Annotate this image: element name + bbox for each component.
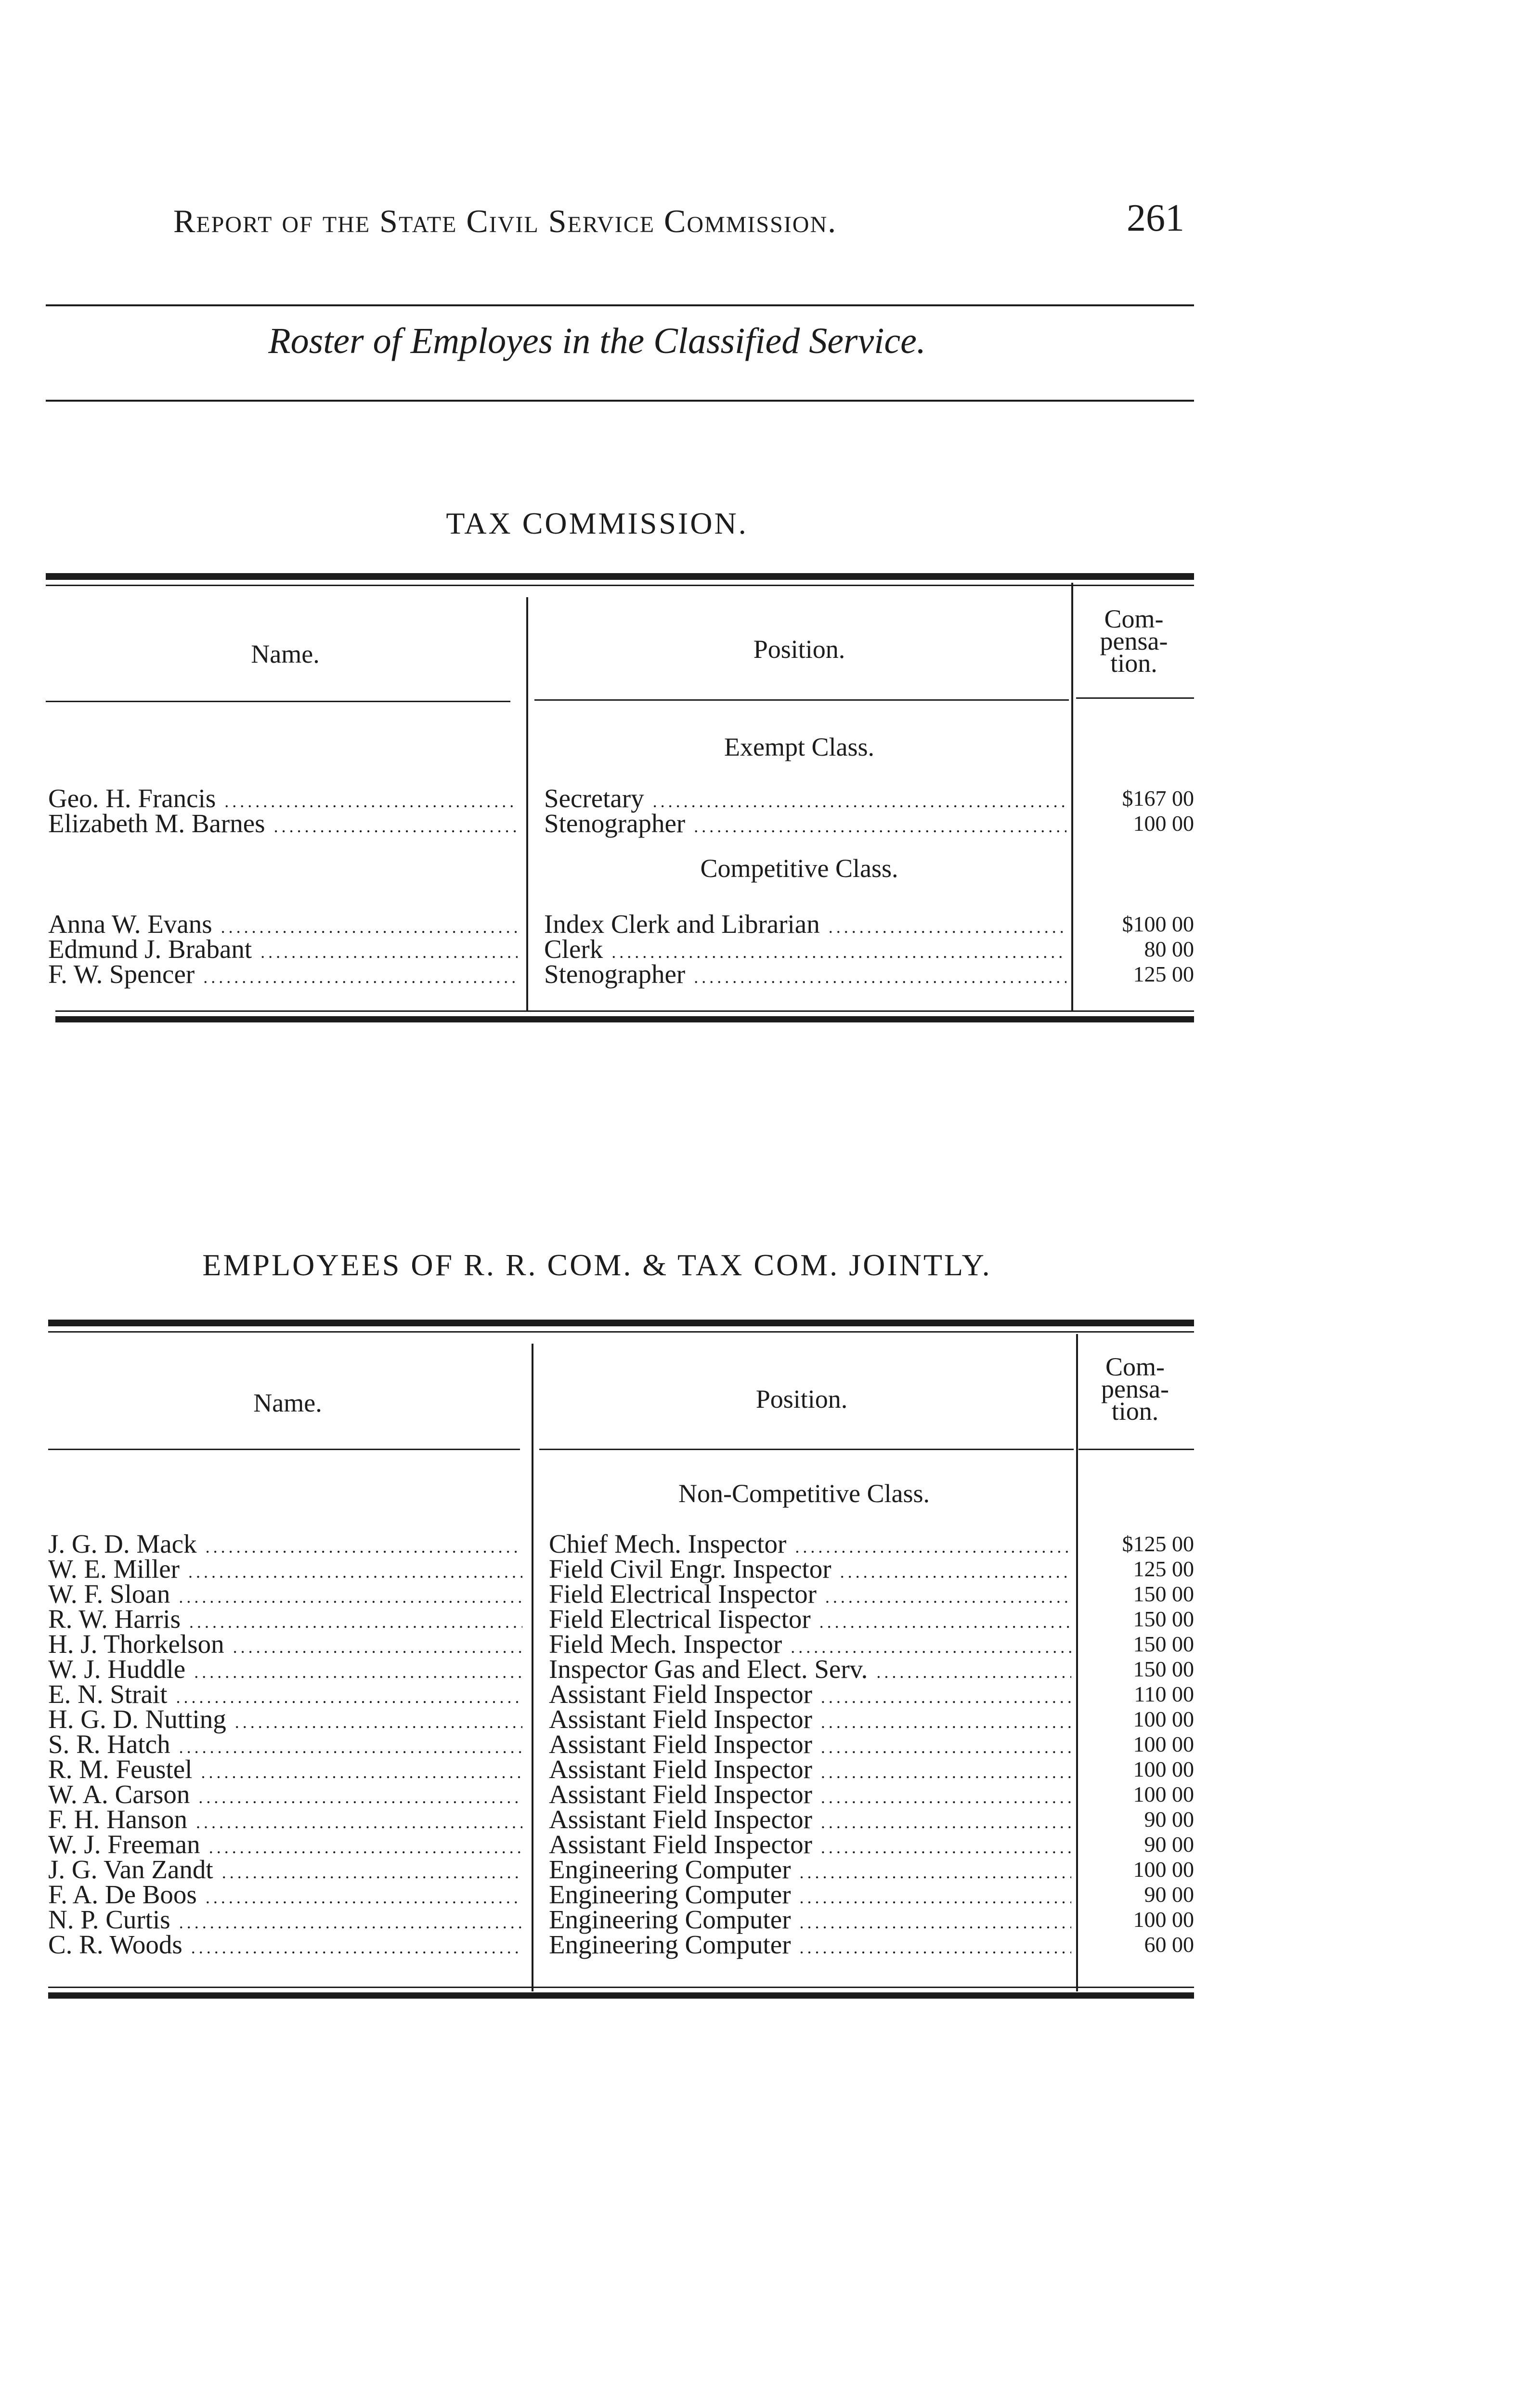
position-text: Assistant Field Inspector bbox=[549, 1707, 812, 1734]
table-row bbox=[0, 1632, 1194, 1657]
leader-dots bbox=[791, 1635, 1071, 1660]
tax-table-bottom-rule-thin bbox=[55, 1010, 1194, 1012]
position-cell bbox=[544, 937, 1066, 965]
compensation: $125 00 bbox=[1122, 1531, 1194, 1556]
position-cell bbox=[549, 1707, 1071, 1735]
leader-dots bbox=[653, 789, 1066, 814]
leader-dots bbox=[821, 1810, 1071, 1835]
compensation: 100 00 bbox=[1133, 1757, 1194, 1781]
leader-dots bbox=[821, 1760, 1071, 1785]
leader-dots bbox=[825, 1584, 1071, 1610]
leader-dots bbox=[179, 1910, 522, 1935]
leader-dots bbox=[800, 1935, 1071, 1960]
position-cell bbox=[549, 1682, 1071, 1710]
position-cell bbox=[549, 1607, 1071, 1635]
table-row bbox=[0, 1682, 1194, 1707]
joint-header-rule-comp bbox=[1078, 1449, 1194, 1450]
employee-name-cell bbox=[48, 1757, 522, 1785]
leader-dots bbox=[176, 1685, 522, 1710]
leader-dots bbox=[206, 1885, 522, 1910]
employee-name: F. A. De Boos bbox=[48, 1882, 197, 1909]
compensation: 150 00 bbox=[1133, 1632, 1194, 1656]
joint-col-header-name: Name. bbox=[253, 1388, 322, 1417]
employee-name-cell bbox=[48, 1832, 522, 1860]
table-row bbox=[0, 1531, 1194, 1557]
table-row bbox=[0, 912, 1194, 937]
employee-name: F. H. Hanson bbox=[48, 1807, 187, 1834]
leader-dots bbox=[821, 1835, 1071, 1860]
position-cell bbox=[549, 1857, 1071, 1885]
employee-name-cell bbox=[48, 1882, 522, 1910]
employee-name: Anna W. Evans bbox=[48, 912, 212, 939]
compensation: 100 00 bbox=[1133, 1732, 1194, 1756]
position-text: Chief Mech. Inspector bbox=[549, 1531, 787, 1558]
employee-name: Geo. H. Francis bbox=[48, 786, 216, 813]
compensation: 150 00 bbox=[1133, 1582, 1194, 1606]
table-row bbox=[0, 1857, 1194, 1882]
joint-table-top-rule-thin bbox=[48, 1331, 1194, 1333]
tax-comp-line-2: pensa- bbox=[1100, 627, 1168, 655]
position-cell bbox=[549, 1632, 1071, 1660]
position-text: Field Civil Engr. Inspector bbox=[549, 1557, 831, 1584]
position-text: Assistant Field Inspector bbox=[549, 1832, 812, 1859]
position-text: Assistant Field Inspector bbox=[549, 1682, 812, 1709]
leader-dots bbox=[209, 1835, 522, 1860]
employee-name: J. G. Van Zandt bbox=[48, 1857, 213, 1884]
leader-dots bbox=[194, 1660, 522, 1685]
position-cell bbox=[549, 1807, 1071, 1835]
employee-name-cell bbox=[48, 1682, 522, 1710]
compensation: 150 00 bbox=[1133, 1607, 1194, 1631]
position-text: Inspector Gas and Elect. Serv. bbox=[549, 1657, 868, 1684]
employee-name: J. G. D. Mack bbox=[48, 1531, 197, 1558]
table-row bbox=[0, 1882, 1194, 1907]
position-text: Assistant Field Inspector bbox=[549, 1732, 812, 1759]
table-row bbox=[0, 811, 1194, 836]
tax-table-top-rule-thin bbox=[46, 585, 1194, 586]
compensation: 100 00 bbox=[1133, 1782, 1194, 1806]
employee-name-cell bbox=[48, 1782, 522, 1810]
joint-table-bottom-rule bbox=[48, 1992, 1194, 1999]
table-row bbox=[0, 1607, 1194, 1632]
compensation: 100 00 bbox=[1133, 811, 1194, 836]
leader-dots bbox=[198, 1785, 522, 1810]
tax-header-rule-name bbox=[46, 701, 510, 702]
compensation: 125 00 bbox=[1133, 1557, 1194, 1581]
tax-col-header-name: Name. bbox=[251, 640, 320, 668]
table-row bbox=[0, 1807, 1194, 1832]
tax-table-top-rule bbox=[46, 573, 1194, 580]
compensation: $100 00 bbox=[1122, 912, 1194, 936]
leader-dots bbox=[611, 940, 1066, 965]
employee-name-cell bbox=[48, 1632, 522, 1660]
employee-name: W. A. Carson bbox=[48, 1782, 190, 1809]
position-text: Engineering Computer bbox=[549, 1882, 791, 1909]
leader-dots bbox=[800, 1860, 1071, 1885]
employee-name: E. N. Strait bbox=[48, 1682, 168, 1709]
table-row bbox=[0, 1757, 1194, 1782]
employee-name-cell bbox=[48, 1807, 522, 1835]
joint-comp-line-2: pensa- bbox=[1101, 1374, 1169, 1403]
compensation: 100 00 bbox=[1133, 1707, 1194, 1731]
compensation: 125 00 bbox=[1133, 962, 1194, 986]
employee-name-cell bbox=[48, 1582, 522, 1610]
position-text: Field Electrical Inspector bbox=[549, 1582, 817, 1609]
leader-dots bbox=[189, 1610, 522, 1635]
employee-name: C. R. Woods bbox=[48, 1932, 182, 1959]
position-text: Assistant Field Inspector bbox=[549, 1757, 812, 1784]
leader-dots bbox=[274, 814, 518, 839]
table-row bbox=[0, 1582, 1194, 1607]
leader-dots bbox=[235, 1710, 522, 1735]
employee-name-cell bbox=[48, 1857, 522, 1885]
employee-name-cell bbox=[48, 1907, 522, 1935]
employee-name-cell bbox=[48, 912, 518, 940]
employee-name-cell bbox=[48, 1707, 522, 1735]
joint-table-bottom-rule-thin bbox=[48, 1987, 1194, 1988]
employee-name: S. R. Hatch bbox=[48, 1732, 170, 1759]
tax-header-rule-comp bbox=[1076, 697, 1194, 699]
compensation: 90 00 bbox=[1144, 1882, 1194, 1907]
employee-name-cell bbox=[48, 1657, 522, 1685]
table-row bbox=[0, 962, 1194, 987]
position-cell bbox=[544, 786, 1066, 814]
position-cell bbox=[549, 1732, 1071, 1760]
employee-name: H. J. Thorkelson bbox=[48, 1632, 224, 1659]
position-cell bbox=[544, 912, 1066, 940]
employee-name-cell bbox=[48, 962, 518, 990]
leader-dots bbox=[829, 915, 1066, 940]
position-text: Field Electrical Iispector bbox=[549, 1607, 811, 1634]
employee-name: N. P. Curtis bbox=[48, 1907, 170, 1934]
position-cell bbox=[549, 1757, 1071, 1785]
employee-name-cell bbox=[48, 786, 518, 814]
leader-dots bbox=[821, 1785, 1071, 1810]
compensation: $167 00 bbox=[1122, 786, 1194, 811]
leader-dots bbox=[201, 1760, 522, 1785]
table-row bbox=[0, 1557, 1194, 1582]
employee-name: R. M. Feustel bbox=[48, 1757, 193, 1784]
table-row bbox=[0, 1657, 1194, 1682]
position-cell bbox=[549, 1782, 1071, 1810]
leader-dots bbox=[819, 1610, 1071, 1635]
position-cell bbox=[549, 1657, 1071, 1685]
position-cell bbox=[549, 1557, 1071, 1584]
position-text: Field Mech. Inspector bbox=[549, 1632, 782, 1659]
joint-col-header-position: Position. bbox=[755, 1385, 848, 1413]
leader-dots bbox=[795, 1534, 1071, 1559]
tax-col-header-comp bbox=[1074, 604, 1194, 678]
employee-name: W. J. Freeman bbox=[48, 1832, 200, 1859]
leader-dots bbox=[840, 1559, 1071, 1584]
position-cell bbox=[549, 1531, 1071, 1559]
compensation: 60 00 bbox=[1144, 1932, 1194, 1957]
leader-dots bbox=[221, 915, 518, 940]
employee-name-cell bbox=[48, 937, 518, 965]
employee-name: W. J. Huddle bbox=[48, 1657, 186, 1684]
position-cell bbox=[544, 962, 1066, 990]
leader-dots bbox=[800, 1885, 1071, 1910]
table-row bbox=[0, 786, 1194, 811]
leader-dots bbox=[179, 1584, 522, 1610]
leader-dots bbox=[821, 1685, 1071, 1710]
position-text: Clerk bbox=[544, 937, 603, 964]
employee-name: W. F. Sloan bbox=[48, 1582, 170, 1609]
running-title: Report of the State Civil Service Commission. bbox=[173, 203, 837, 239]
employee-name-cell bbox=[48, 1557, 522, 1584]
employee-name: Edmund J. Brabant bbox=[48, 937, 252, 964]
leader-dots bbox=[233, 1635, 522, 1660]
compensation: 110 00 bbox=[1134, 1682, 1194, 1706]
page-number: 261 bbox=[1127, 197, 1184, 239]
header-rule-bottom bbox=[46, 400, 1194, 402]
leader-dots bbox=[188, 1559, 522, 1584]
joint-table-top-rule bbox=[48, 1320, 1194, 1326]
joint-header-rule-position bbox=[539, 1449, 1074, 1450]
employee-name-cell bbox=[48, 1607, 522, 1635]
employee-name-cell bbox=[48, 1932, 522, 1960]
leader-dots bbox=[260, 940, 518, 965]
leader-dots bbox=[800, 1910, 1071, 1935]
employee-name-cell bbox=[48, 811, 518, 839]
table-row bbox=[0, 1832, 1194, 1857]
position-text: Engineering Computer bbox=[549, 1932, 791, 1959]
position-text: Engineering Computer bbox=[549, 1857, 791, 1884]
leader-dots bbox=[222, 1860, 522, 1885]
employee-name: Elizabeth M. Barnes bbox=[48, 811, 265, 838]
position-text: Assistant Field Inspector bbox=[549, 1807, 812, 1834]
joint-header-rule-name bbox=[48, 1449, 520, 1450]
position-cell bbox=[549, 1932, 1071, 1960]
leader-dots bbox=[191, 1935, 522, 1960]
compensation: 90 00 bbox=[1144, 1807, 1194, 1832]
tax-col-header-position: Position. bbox=[753, 635, 845, 664]
employee-name-cell bbox=[48, 1732, 522, 1760]
leader-dots bbox=[179, 1735, 522, 1760]
compensation: 80 00 bbox=[1144, 937, 1194, 961]
employee-name: R. W. Harris bbox=[48, 1607, 181, 1634]
compensation: 90 00 bbox=[1144, 1832, 1194, 1857]
position-cell bbox=[549, 1582, 1071, 1610]
joint-comp-line-3: tion. bbox=[1111, 1397, 1159, 1426]
leader-dots bbox=[876, 1660, 1071, 1685]
position-cell bbox=[549, 1882, 1071, 1910]
table-row bbox=[0, 937, 1194, 962]
position-text: Assistant Field Inspector bbox=[549, 1782, 812, 1809]
tax-competitive-class-label: Competitive Class. bbox=[700, 854, 898, 883]
tax-comp-line-3: tion. bbox=[1110, 649, 1157, 678]
position-text: Engineering Computer bbox=[549, 1907, 791, 1934]
tax-header-rule-position bbox=[534, 699, 1069, 701]
position-text: Secretary bbox=[544, 786, 644, 813]
tax-comp-line-1: Com- bbox=[1104, 604, 1164, 633]
compensation: 150 00 bbox=[1133, 1657, 1194, 1681]
tax-exempt-class-label: Exempt Class. bbox=[724, 733, 874, 761]
table-row bbox=[0, 1732, 1194, 1757]
tax-section-title: TAX COMMISSION. bbox=[446, 506, 748, 540]
leader-dots bbox=[196, 1810, 522, 1835]
table-row bbox=[0, 1907, 1194, 1932]
header-rule-top bbox=[46, 304, 1194, 306]
joint-section-title: EMPLOYEES OF R. R. COM. & TAX COM. JOINTLY. bbox=[202, 1248, 992, 1282]
leader-dots bbox=[206, 1534, 522, 1559]
position-cell bbox=[549, 1832, 1071, 1860]
joint-comp-line-1: Com- bbox=[1105, 1352, 1165, 1381]
employee-name: W. E. Miller bbox=[48, 1557, 180, 1584]
position-text: Index Clerk and Librarian bbox=[544, 912, 820, 939]
position-text: Stenographer bbox=[544, 962, 686, 989]
table-row bbox=[0, 1707, 1194, 1732]
joint-class-label: Non-Competitive Class. bbox=[678, 1479, 930, 1508]
position-cell bbox=[549, 1907, 1071, 1935]
table-row bbox=[0, 1932, 1194, 1957]
employee-name: H. G. D. Nutting bbox=[48, 1707, 226, 1734]
tax-table-bottom-rule bbox=[55, 1016, 1194, 1022]
employee-name-cell bbox=[48, 1531, 522, 1559]
position-text: Stenographer bbox=[544, 811, 686, 838]
leader-dots bbox=[821, 1710, 1071, 1735]
leader-dots bbox=[203, 965, 518, 990]
leader-dots bbox=[821, 1735, 1071, 1760]
roster-title: Roster of Employes in the Classified Service. bbox=[268, 321, 926, 361]
leader-dots bbox=[694, 965, 1066, 990]
table-row bbox=[0, 1782, 1194, 1807]
leader-dots bbox=[224, 789, 518, 814]
joint-col-header-comp bbox=[1076, 1352, 1194, 1426]
position-cell bbox=[544, 811, 1066, 839]
compensation: 100 00 bbox=[1133, 1857, 1194, 1882]
employee-name: F. W. Spencer bbox=[48, 962, 195, 989]
leader-dots bbox=[694, 814, 1066, 839]
compensation: 100 00 bbox=[1133, 1907, 1194, 1932]
